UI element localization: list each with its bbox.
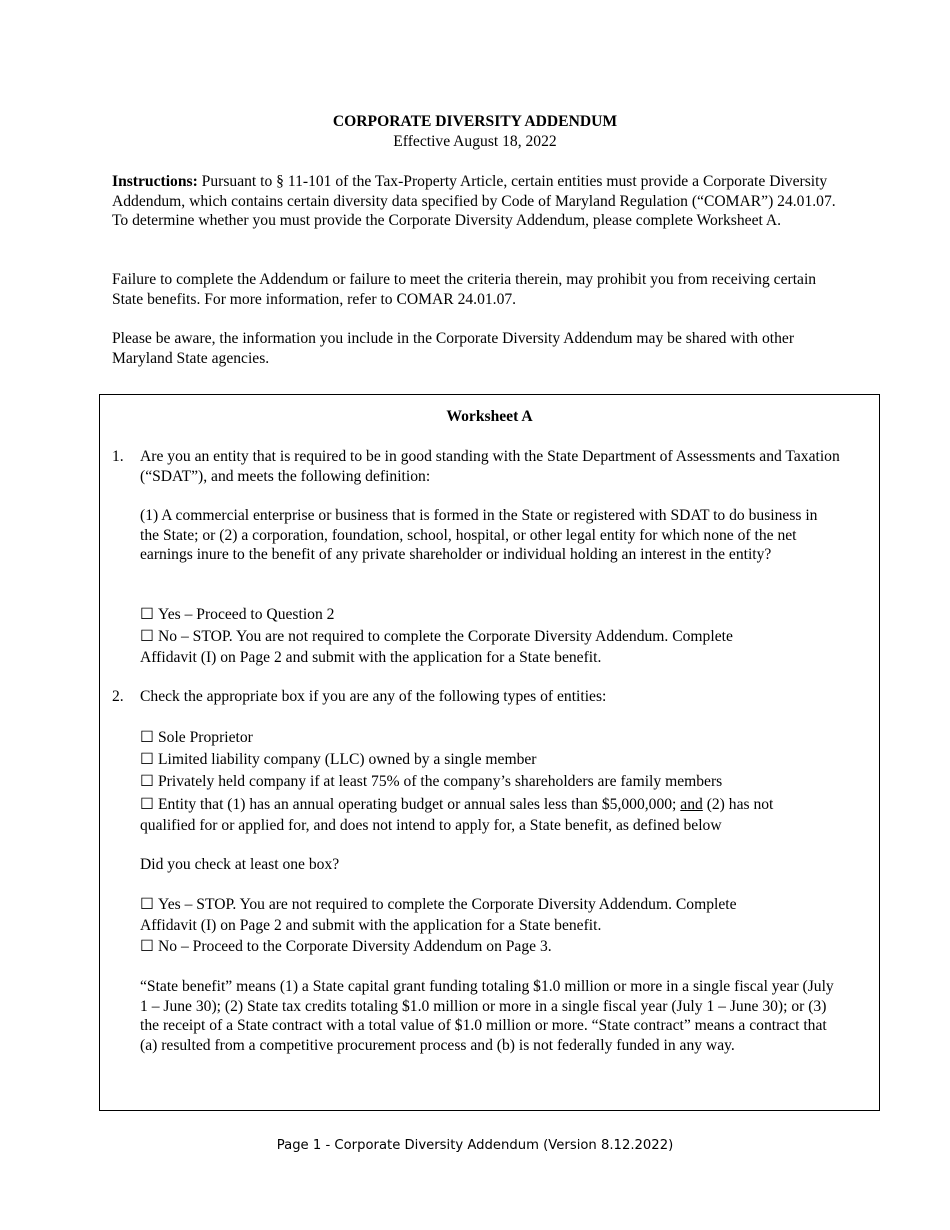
question-1-text: Are you an entity that is required to be in good standing with the State Department of Assessments and Taxation (“SDAT”), and meets the following definition: [140,448,840,485]
q2-opt4-label-b: (2) has not [702,796,774,813]
document-title: CORPORATE DIVERSITY ADDENDUM [332,113,618,130]
q2-private-company-option[interactable] [140,772,722,792]
q2-opt4-label-continued: qualified for or applied for, and does not intend to apply for, a State benefit, as defined below [140,817,722,834]
q2-llc-option[interactable] [140,750,537,770]
worksheet-title: Worksheet A [446,408,533,425]
q2-opt4-and: and [680,796,703,813]
instructions-text: Pursuant to § 11-101 of the Tax-Property Article, certain entities must provide a Corporate Diversity Addendum, which contains certain diversity data specified by Code of Maryland Regulation (“COMAR”) 24.01.07. To determine whether you must provide the Corporate Diversity Addendum, please complete Worksheet A. [112,173,836,229]
q2-opt1-label: Sole Proprietor [158,729,253,746]
checkbox-icon[interactable]: ☐ [140,896,154,913]
checkbox-icon[interactable]: ☐ [140,938,154,955]
question-2-number: 2. [112,688,124,705]
instructions-paragraph [112,172,842,231]
question-1-number: 1. [112,448,124,465]
checkbox-icon[interactable]: ☐ [140,796,154,813]
q2-opt3-label: Privately held company if at least 75% of the company’s shareholders are family members [158,773,723,790]
state-benefit-definition: “State benefit” means (1) a State capital grant funding totaling $1.0 million or more in a single fiscal year (July 1 – June 30); (2) State tax credits totaling $1.0 million or more in a single fiscal year (July 1 – June 30); or (3) the receipt of a State contract with a total value of $1.0 million or more. “State contract” means a contract that (a) resulted from a competitive procurement process and (b) is not federally funded in any way. [140,978,834,1054]
checkbox-icon[interactable]: ☐ [140,628,154,645]
checkbox-icon[interactable]: ☐ [140,773,154,790]
q2-no-label: No – Proceed to the Corporate Diversity Addendum on Page 3. [158,938,552,955]
checkbox-icon[interactable]: ☐ [140,751,154,768]
q1-no-label: No – STOP. You are not required to complete the Corporate Diversity Addendum. Complete [158,628,733,645]
page-footer: Page 1 - Corporate Diversity Addendum (Version 8.12.2022) [276,1138,674,1153]
q2-yes-label-continued: Affidavit (I) on Page 2 and submit with the application for a State benefit. [140,917,602,934]
q2-sole-proprietor-option[interactable] [140,728,253,748]
checkbox-icon[interactable]: ☐ [140,729,154,746]
q2-no-option[interactable] [140,937,552,957]
q2-opt4-label-a: Entity that (1) has an annual operating budget or annual sales less than $5,000,000; [158,796,681,813]
q1-yes-option[interactable] [140,605,334,625]
q2-yes-option[interactable] [140,895,737,915]
q2-opt2-label: Limited liability company (LLC) owned by a single member [158,751,537,768]
q2-check-question: Did you check at least one box? [140,856,340,873]
instructions-label: Instructions: [112,173,198,190]
q2-yes-label: Yes – STOP. You are not required to complete the Corporate Diversity Addendum. Complete [158,896,737,913]
q1-no-option[interactable] [140,627,733,647]
failure-paragraph: Failure to complete the Addendum or failure to meet the criteria therein, may prohibit you from receiving certain State benefits. For more information, refer to COMAR 24.01.07. [112,271,817,308]
q1-no-label-continued: Affidavit (I) on Page 2 and submit with the application for a State benefit. [140,649,602,666]
aware-paragraph: Please be aware, the information you include in the Corporate Diversity Addendum may be shared with other Maryland State agencies. [112,330,795,367]
question-1-definition: (1) A commercial enterprise or business that is formed in the State or registered with SDAT to do business in the State; or (2) a corporation, foundation, school, hospital, or other legal entity for which none of the net earnings inure to the benefit of any private shareholder or individual holding an interest in the entity? [140,507,818,563]
question-2-text: Check the appropriate box if you are any of the following types of entities: [140,688,607,705]
q2-entity-budget-option[interactable] [140,795,773,815]
checkbox-icon[interactable]: ☐ [140,606,154,623]
q1-yes-label: Yes – Proceed to Question 2 [158,606,335,623]
effective-date: Effective August 18, 2022 [393,133,557,150]
